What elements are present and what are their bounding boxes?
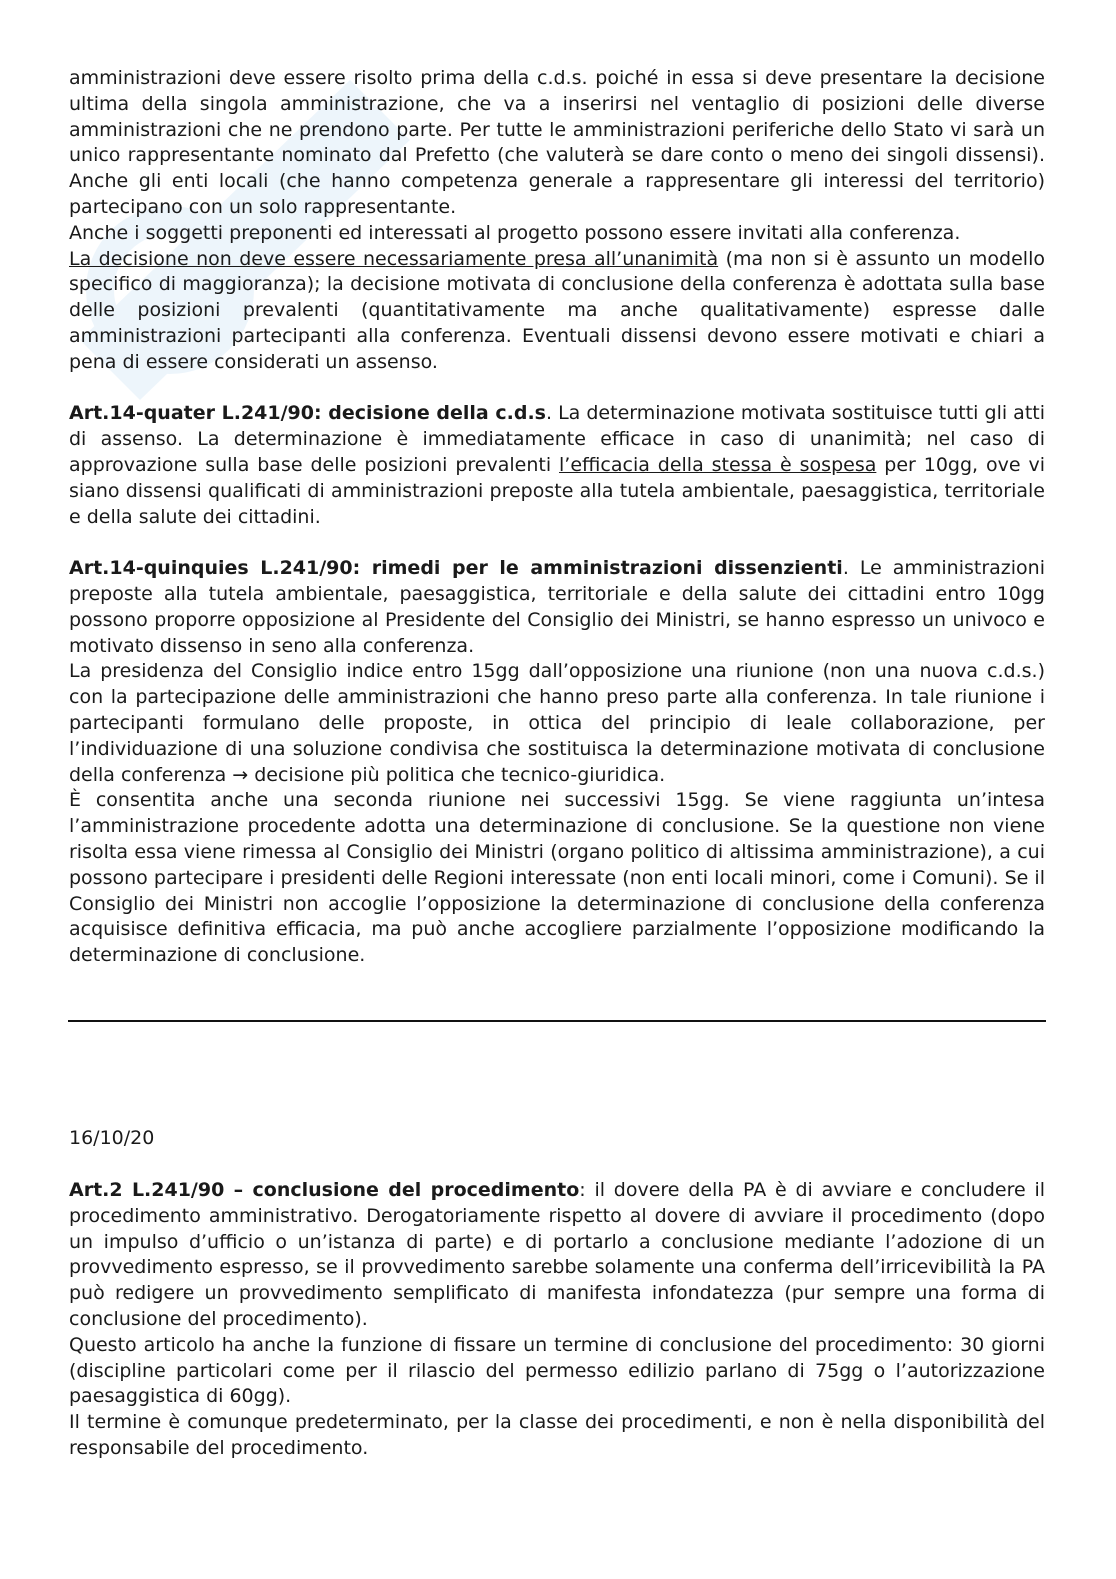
paragraph: La presidenza del Consiglio indice entro 15gg dall’opposizione una riunione (non una nuova c.d.s.) con la partecipazione delle amministrazioni che hanno preso parte alla conferenza. In tale riunione i partecipanti formulano delle proposte, in ottica del principio di leale collaborazione, per l’individuazione di una soluzione condivisa che sostituisca la determinazione motivata di conclusione della conferenza → decisione più politica che tecnico-giuridica. bbox=[69, 660, 1045, 786]
section-one bbox=[69, 66, 1045, 969]
horizontal-divider bbox=[68, 1020, 1046, 1022]
article-14-quinquies: Art.14-quinquies L.241/90: rimedi per le amministrazioni dissenzienti. Le amministrazioni preposte alla tutela ambientale, paesaggistica, territoriale e della salute dei cittadini entro 10gg possono proporre opposizione al Presidente del Consiglio dei Ministri, se hanno espresso un univoco e motivato dissenso in seno alla conferenza. bbox=[69, 557, 1045, 657]
article-heading: Art.2 L.241/90 – conclusione del procedimento bbox=[69, 1179, 580, 1201]
paragraph: Questo articolo ha anche la funzione di fissare un termine di conclusione del procedimento: 30 giorni (discipline particolari come per il rilascio del permesso edilizio parlano di 75gg o l’autorizzazione paesaggistica di 60gg). bbox=[69, 1333, 1045, 1408]
paragraph: La decisione non deve essere necessariamente presa all’unanimità (ma non si è assunto un modello specifico di maggioranza); la decisione motivata di conclusione della conferenza è adottata sulla base delle posizioni prevalenti (quantitativamente ma anche qualitativamente) espresse dalle amministrazioni partecipanti alla conferenza. Eventuali dissensi devono essere motivati e chiari a pena di essere considerati un assenso. bbox=[69, 247, 1045, 373]
arrow-icon: → bbox=[232, 763, 249, 786]
underlined-text: l’efficacia della stessa è sospesa bbox=[559, 453, 877, 476]
article-2: Art.2 L.241/90 – conclusione del procedimento: il dovere della PA è di avviare e concludere il procedimento amministrativo. Derogatoriamente rispetto al dovere di avviare il procedimento (dopo un impulso d’ufficio o un’istanza di parte) e di portarlo a conclusione mediante l’adozione di un provvedimento espresso, se il provvedimento sarebbe solamente una conferma dell’irricevibilità la PA può redigere un provvedimento semplificato di manifesta infondatezza (pur sempre una forma di conclusione del procedimento). bbox=[69, 1179, 1045, 1330]
paragraph: Anche i soggetti preponenti ed interessati al progetto possono essere invitati alla conferenza. bbox=[69, 221, 961, 244]
paragraph: È consentita anche una seconda riunione nei successivi 15gg. Se viene raggiunta un’intesa l’amministrazione procedente adotta una determinazione di conclusione. Se la questione non viene risolta essa viene rimessa al Consiglio dei Ministri (organo politico di altissima amministrazione), a cui possono partecipare i presidenti delle Regioni interessate (non enti locali minori, come i Comuni). Se il Consiglio dei Ministri non accoglie l’opposizione la determinazione di conclusione della conferenza acquisisce definitiva efficacia, ma può anche accogliere parzialmente l’opposizione modificando la determinazione di conclusione. bbox=[69, 789, 1045, 967]
paragraph: amministrazioni deve essere risolto prima della c.d.s. poiché in essa si deve presentare la decisione ultima della singola amministrazione, che va a inserirsi nel ventaglio di posizioni delle diverse amministrazioni che ne prendono parte. Per tutte le amministrazioni periferiche dello Stato vi sarà un unico rappresentante nominato dal Prefetto (che valuterà se dare conto o meno dei singoli dissensi). Anche gli enti locali (che hanno competenza generale a rappresentare gli interessi del territorio) partecipano con un solo rappresentante. bbox=[69, 67, 1045, 218]
section-two bbox=[69, 1178, 1045, 1462]
article-heading: Art.14-quater L.241/90: decisione della c.d.s bbox=[69, 402, 546, 425]
article-14-quater: Art.14-quater L.241/90: decisione della c.d.s. La determinazione motivata sostituisce tutti gli atti di assenso. La determinazione è immediatamente efficace in caso di unanimità; nel caso di approvazione sulla base delle posizioni prevalenti l’efficacia della stessa è sospesa per 10gg, ove vi siano dissensi qualificati di amministrazioni preposte alla tutela ambientale, paesaggistica, territoriale e della salute dei cittadini. bbox=[69, 402, 1046, 528]
paragraph: Il termine è comunque predeterminato, per la classe dei procedimenti, e non è nella disponibilità del responsabile del procedimento. bbox=[69, 1411, 1045, 1459]
article-heading: Art.14-quinquies L.241/90: rimedi per le amministrazioni dissenzienti bbox=[69, 557, 843, 580]
underlined-text: La decisione non deve essere necessariamente presa all’unanimità bbox=[69, 247, 719, 270]
date-label: 16/10/20 bbox=[69, 1127, 155, 1149]
